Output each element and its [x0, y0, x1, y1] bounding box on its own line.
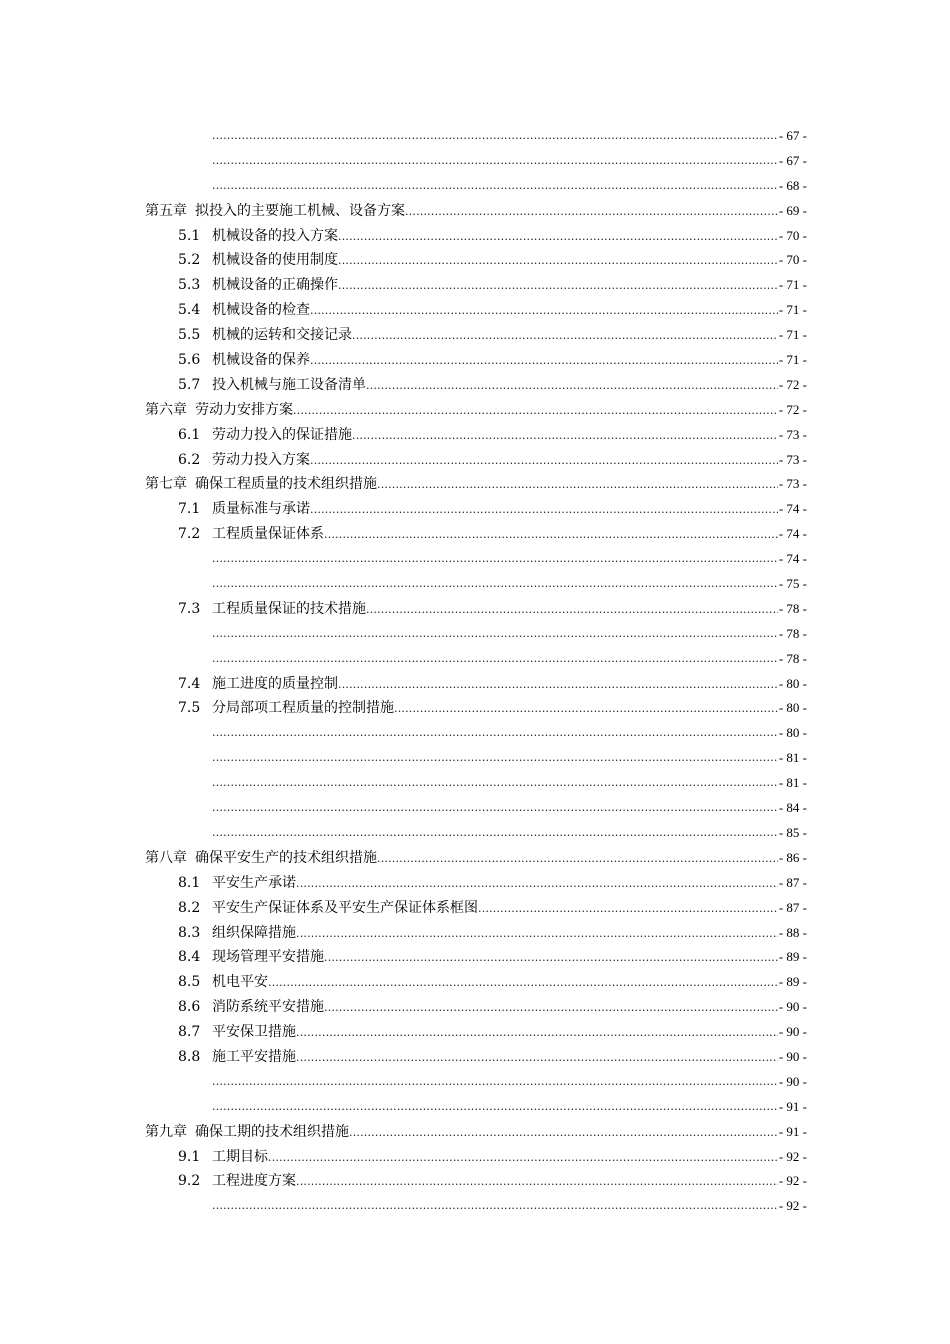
toc-entry-text [212, 1095, 807, 1120]
toc-entry-text [178, 871, 807, 896]
page-number: - 69 - [778, 199, 807, 224]
toc-entry[interactable] [0, 1095, 950, 1120]
section-number: 5.2 [178, 252, 201, 269]
toc-entry-text [145, 398, 807, 423]
dot-leader [349, 1121, 807, 1145]
toc-entry[interactable] [0, 921, 950, 946]
page-number: - 70 - [778, 224, 807, 249]
toc-entry[interactable] [0, 622, 950, 647]
section-title: 消防系统平安措施 [212, 999, 324, 1016]
dot-leader [296, 872, 807, 896]
page-number: - 74 - [778, 547, 807, 572]
toc-entry-text [212, 721, 807, 746]
section-title: 机械设备的投入方案 [212, 227, 338, 244]
section-number: 8.5 [178, 974, 201, 991]
dot-leader [212, 771, 807, 796]
section-title: 机械的运转和交接记录 [212, 327, 352, 344]
page-number: - 78 - [778, 597, 807, 622]
section-title: 机电平安 [212, 974, 268, 991]
dot-leader [212, 124, 807, 149]
toc-entry[interactable] [0, 373, 950, 398]
section-title: 施工进度的质量控制 [212, 675, 338, 692]
section-title: 机械设备的检查 [212, 302, 310, 319]
toc-entry[interactable] [0, 572, 950, 597]
page-number: - 71 - [778, 273, 807, 298]
toc-entry[interactable] [0, 199, 950, 224]
section-title: 工期目标 [212, 1148, 268, 1165]
toc-entry[interactable] [0, 174, 950, 199]
chapter-number: 第五章 [145, 202, 187, 219]
toc-entry[interactable] [0, 248, 950, 273]
page-number: - 67 - [778, 124, 807, 149]
dot-leader [296, 922, 807, 946]
dot-leader [212, 821, 807, 846]
page-number: - 74 - [778, 497, 807, 522]
section-title: 组织保障措施 [212, 924, 296, 941]
toc-entry[interactable] [0, 672, 950, 697]
toc-entry[interactable] [0, 1120, 950, 1145]
section-number: 8.7 [178, 1024, 201, 1041]
toc-entry-text [212, 1070, 807, 1095]
page-number: - 90 - [778, 1020, 807, 1045]
page-number: - 91 - [778, 1095, 807, 1120]
toc-entry[interactable] [0, 945, 950, 970]
section-number: 5.1 [178, 227, 201, 244]
section-title: 平安生产承诺 [212, 874, 296, 891]
chapter-number: 第七章 [145, 476, 187, 493]
toc-entry[interactable] [0, 273, 950, 298]
toc-entry-text [212, 174, 807, 199]
toc-entry[interactable] [0, 472, 950, 497]
page-number: - 73 - [778, 423, 807, 448]
toc-entry[interactable] [0, 448, 950, 473]
toc-entry-text [212, 1194, 807, 1219]
section-title: 现场管理平安措施 [212, 949, 324, 966]
toc-entry[interactable] [0, 149, 950, 174]
toc-entry-text [212, 149, 807, 174]
dot-leader [296, 1170, 807, 1194]
toc-entry[interactable] [0, 1169, 950, 1194]
section-number: 7.5 [178, 700, 201, 717]
dot-leader [212, 721, 807, 746]
toc-entry[interactable] [0, 323, 950, 348]
toc-entry[interactable] [0, 796, 950, 821]
page-number: - 73 - [778, 448, 807, 473]
dot-leader [310, 449, 807, 473]
section-title: 劳动力投入的保证措施 [212, 426, 352, 443]
page-number: - 78 - [778, 647, 807, 672]
dot-leader [478, 897, 807, 921]
toc-entry[interactable] [0, 1045, 950, 1070]
page-number: - 71 - [778, 323, 807, 348]
toc-entry-text [178, 995, 807, 1020]
dot-leader [366, 598, 807, 622]
section-number: 5.7 [178, 376, 201, 393]
page-number: - 91 - [778, 1120, 807, 1145]
toc-entry-text [178, 323, 807, 348]
toc-entry[interactable] [0, 348, 950, 373]
section-title: 平安生产保证体系及平安生产保证体系框图 [212, 899, 478, 916]
page-number: - 78 - [778, 622, 807, 647]
section-number: 8.3 [178, 924, 201, 941]
toc-entry-text [178, 1045, 807, 1070]
toc-entry[interactable] [0, 597, 950, 622]
page-number: - 90 - [778, 1070, 807, 1095]
page-number: - 80 - [778, 696, 807, 721]
toc-entry-text [212, 572, 807, 597]
chapter-number: 第八章 [145, 849, 187, 866]
section-number: 9.2 [178, 1173, 201, 1190]
page-number: - 71 - [778, 348, 807, 373]
dot-leader [352, 424, 807, 448]
toc-entry[interactable] [0, 771, 950, 796]
dot-leader [296, 1021, 807, 1045]
dot-leader [310, 498, 807, 522]
dot-leader [338, 249, 807, 273]
page-number: - 90 - [778, 995, 807, 1020]
section-number: 5.4 [178, 302, 201, 319]
section-title: 分局部项工程质量的控制措施 [212, 700, 394, 717]
dot-leader [212, 796, 807, 821]
toc-entry[interactable] [0, 124, 950, 149]
toc-entry-text [178, 298, 807, 323]
section-number: 9.1 [178, 1148, 201, 1165]
section-title: 机械设备的保养 [212, 352, 310, 369]
dot-leader [212, 746, 807, 771]
chapter-number: 第六章 [145, 401, 187, 418]
dot-leader [268, 971, 807, 995]
section-title: 机械设备的使用制度 [212, 252, 338, 269]
section-number: 7.1 [178, 501, 201, 518]
toc-entry-text [178, 522, 807, 547]
toc-entry-text [178, 896, 807, 921]
toc-entry-text [212, 547, 807, 572]
toc-entry[interactable] [0, 746, 950, 771]
section-number: 7.3 [178, 600, 201, 617]
toc-entry-text [178, 696, 807, 721]
section-number: 8.1 [178, 874, 201, 891]
toc-entry-text [178, 348, 807, 373]
section-title: 工程质量保证的技术措施 [212, 600, 366, 617]
toc-entry[interactable] [0, 298, 950, 323]
toc-entry[interactable] [0, 696, 950, 721]
section-number: 8.6 [178, 999, 201, 1016]
page-number: - 67 - [778, 149, 807, 174]
toc-entry[interactable] [0, 970, 950, 995]
toc-entry[interactable] [0, 497, 950, 522]
dot-leader [405, 200, 807, 224]
toc-entry[interactable] [0, 647, 950, 672]
toc-entry[interactable] [0, 547, 950, 572]
section-number: 7.4 [178, 675, 201, 692]
toc-entry[interactable] [0, 896, 950, 921]
page-number: - 85 - [778, 821, 807, 846]
toc-entry-text [212, 771, 807, 796]
page-number: - 87 - [778, 871, 807, 896]
toc-entry[interactable] [0, 398, 950, 423]
toc-entry[interactable] [0, 1194, 950, 1219]
dot-leader [212, 1194, 807, 1219]
page-number: - 68 - [778, 174, 807, 199]
toc-entry-text [212, 647, 807, 672]
page-number: - 86 - [778, 846, 807, 871]
chapter-title: 确保工期的技术组织措施 [195, 1123, 349, 1140]
toc-entry-text [178, 597, 807, 622]
toc-entry-text [212, 796, 807, 821]
chapter-title: 确保工程质量的技术组织措施 [195, 476, 377, 493]
toc-entry-text [178, 248, 807, 273]
section-title: 质量标准与承诺 [212, 501, 310, 518]
dot-leader [338, 673, 807, 697]
dot-leader [212, 622, 807, 647]
page-number: - 72 - [778, 398, 807, 423]
toc-entry-text [178, 970, 807, 995]
toc-entry[interactable] [0, 423, 950, 448]
page-number: - 74 - [778, 522, 807, 547]
page-number: - 70 - [778, 248, 807, 273]
toc-entry-text [145, 846, 807, 871]
toc-entry-text [178, 373, 807, 398]
section-number: 5.3 [178, 277, 201, 294]
section-title: 劳动力投入方案 [212, 451, 310, 468]
section-number: 8.2 [178, 899, 201, 916]
dot-leader [338, 225, 807, 249]
toc-entry-text [178, 497, 807, 522]
toc-entry-text [178, 921, 807, 946]
dot-leader [324, 996, 807, 1020]
page-number: - 92 - [778, 1169, 807, 1194]
toc-entry-text [178, 1169, 807, 1194]
toc-entry-text [178, 273, 807, 298]
page-number: - 80 - [778, 672, 807, 697]
dot-leader [212, 174, 807, 199]
toc-entry-text [178, 945, 807, 970]
dot-leader [212, 1070, 807, 1095]
page-number: - 81 - [778, 746, 807, 771]
dot-leader [394, 697, 807, 721]
section-number: 5.6 [178, 352, 201, 369]
chapter-title: 确保平安生产的技术组织措施 [195, 849, 377, 866]
toc-entry-text [212, 622, 807, 647]
toc-entry[interactable] [0, 224, 950, 249]
toc-entry[interactable] [0, 522, 950, 547]
dot-leader [377, 847, 807, 871]
section-title: 机械设备的正确操作 [212, 277, 338, 294]
toc-entry[interactable] [0, 721, 950, 746]
page-number: - 84 - [778, 796, 807, 821]
dot-leader [310, 299, 807, 323]
section-number: 8.8 [178, 1048, 201, 1065]
toc-entry[interactable] [0, 821, 950, 846]
page-number: - 81 - [778, 771, 807, 796]
page-number: - 92 - [778, 1194, 807, 1219]
page-number: - 72 - [778, 373, 807, 398]
section-number: 5.5 [178, 327, 201, 344]
toc-entry-text [178, 1020, 807, 1045]
section-number: 6.2 [178, 451, 201, 468]
dot-leader [296, 1046, 807, 1070]
toc-entry-text [145, 199, 807, 224]
page-number: - 80 - [778, 721, 807, 746]
toc-entry-text [178, 224, 807, 249]
dot-leader [212, 1095, 807, 1120]
page-number: - 89 - [778, 970, 807, 995]
section-number: 7.2 [178, 526, 201, 543]
toc-entry-text [145, 1120, 807, 1145]
toc-entry[interactable] [0, 995, 950, 1020]
table-of-contents [0, 124, 950, 1219]
toc-entry-text [145, 472, 807, 497]
toc-entry-text [212, 746, 807, 771]
toc-entry-text [212, 124, 807, 149]
dot-leader [212, 647, 807, 672]
toc-entry-text [212, 821, 807, 846]
dot-leader [212, 572, 807, 597]
toc-entry-text [178, 423, 807, 448]
page-number: - 88 - [778, 921, 807, 946]
section-title: 工程质量保证体系 [212, 526, 324, 543]
page-number: - 92 - [778, 1145, 807, 1170]
toc-entry[interactable] [0, 871, 950, 896]
page-number: - 73 - [778, 472, 807, 497]
toc-entry[interactable] [0, 1070, 950, 1095]
toc-entry-text [178, 1145, 807, 1170]
dot-leader [324, 523, 807, 547]
dot-leader [212, 149, 807, 174]
chapter-title: 拟投入的主要施工机械、设备方案 [195, 202, 405, 219]
dot-leader [324, 946, 807, 970]
dot-leader [268, 1146, 807, 1170]
toc-entry[interactable] [0, 1020, 950, 1045]
section-title: 工程进度方案 [212, 1173, 296, 1190]
dot-leader [212, 547, 807, 572]
section-title: 施工平安措施 [212, 1048, 296, 1065]
page-number: - 90 - [778, 1045, 807, 1070]
page-number: - 75 - [778, 572, 807, 597]
dot-leader [366, 374, 807, 398]
chapter-number: 第九章 [145, 1123, 187, 1140]
page-number: - 71 - [778, 298, 807, 323]
page-number: - 87 - [778, 896, 807, 921]
section-number: 6.1 [178, 426, 201, 443]
toc-entry-text [178, 448, 807, 473]
dot-leader [377, 473, 807, 497]
toc-entry[interactable] [0, 846, 950, 871]
dot-leader [352, 324, 807, 348]
section-title: 平安保卫措施 [212, 1024, 296, 1041]
chapter-title: 劳动力安排方案 [195, 401, 293, 418]
section-number: 8.4 [178, 949, 201, 966]
dot-leader [338, 274, 807, 298]
dot-leader [293, 399, 807, 423]
dot-leader [310, 349, 807, 373]
section-title: 投入机械与施工设备清单 [212, 376, 366, 393]
page-number: - 89 - [778, 945, 807, 970]
toc-entry[interactable] [0, 1145, 950, 1170]
toc-entry-text [178, 672, 807, 697]
